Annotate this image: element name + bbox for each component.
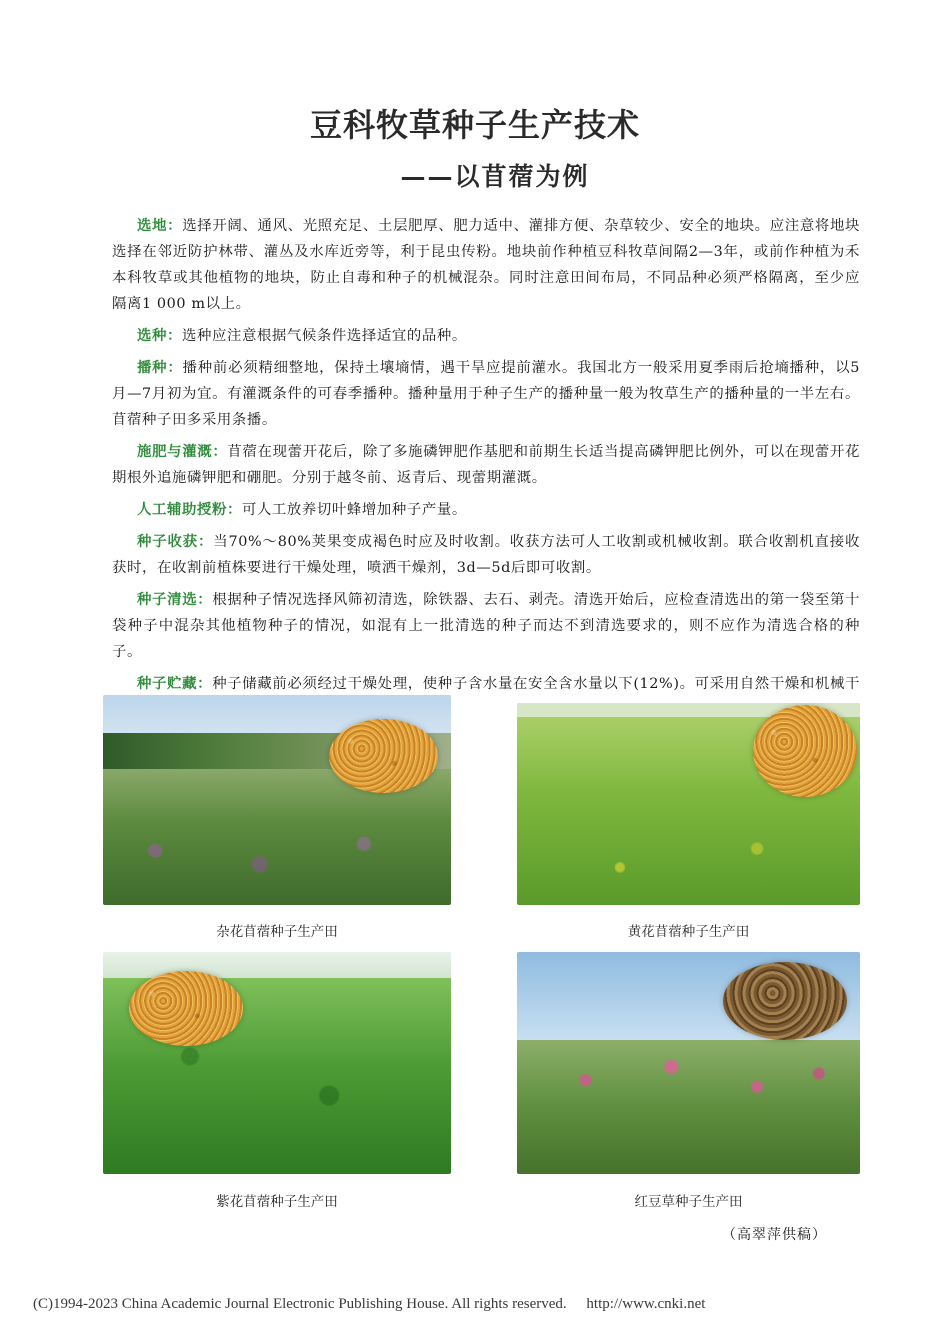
paragraph-text: 选择开阔、通风、光照充足、土层肥厚、肥力适中、灌排方便、杂草较少、安全的地块。应注意将地块选择在邻近防护林带、灌丛及水库近旁等，利于昆虫传粉。地块前作种植豆科牧草间隔2—3年，或前作种植为禾本科牧草或其他植物的地块，防止自毒和种子的机械混杂。同时注意田间布局，不同品种必须严格隔离，至少应隔离1 000 m以上。: [112, 218, 861, 312]
seed-closeup: [753, 705, 857, 797]
term-label: 播种: [137, 359, 168, 376]
paragraph-text: 当70%～80%荚果变成褐色时应及时收割。收获方法可人工收割或机械收割。联合收割机直接收获时，在收割前植株要进行干燥处理，喷洒干燥剂，3d—5d后即可收割。: [112, 534, 861, 576]
paragraph-storage: 种子贮藏：种子储藏前必须经过干燥处理，使种子含水量在安全含水量以下(12%)。可采用自然干燥和机械干: [112, 671, 860, 723]
paragraph-text: 苜蓿在现蕾开花后，除了多施磷钾肥作基肥和前期生长适当提高磷钾肥比例外，可以在现蕾开花期根外追施磷钾肥和硼肥。分别于越冬前、返青后、现蕾期灌溉。: [112, 444, 861, 486]
paragraph-text: 播种前必须精细整地，保持土壤墒情，遇干旱应提前灌水。我国北方一般采用夏季雨后抢墒播种，以5月—7月初为宜。有灌溉条件的可春季播种。播种量用于种子生产的播种量一般为牧草生产的播种量的一半左右。苜蓿种子田多采用条播。: [112, 360, 860, 428]
paragraph-text: 种子储藏前必须经过干燥处理，使种子含水量在安全含水量以下(12%)。可采用自然干燥和机械干: [212, 676, 861, 692]
term-label: 人工辅助授粉: [137, 501, 227, 518]
term-label: 种子收获: [137, 533, 198, 550]
author-credit: （高翠萍供稿）: [722, 1227, 827, 1243]
paragraph-text: 选种应注意根据气候条件选择适宜的品种。: [181, 328, 467, 344]
footer-link[interactable]: http://www.cnki.net: [586, 1296, 706, 1312]
paragraph-text: 根据种子情况选择风筛初清选，除铁器、去石、剥壳。清选开始后，应检查清选出的第一袋至第十袋种子中混杂其他植物种子的情况，如混有上一批清选的种子而达不到清选要求的，则不应作为清选合格的种子。: [112, 592, 861, 660]
paragraph-harvest: 种子收获：当70%～80%荚果变成褐色时应及时收割。收获方法可人工收割或机械收割。联合收割机直接收获时，在收割前植株要进行干燥处理，喷洒干燥剂，3d—5d后即可收割。: [112, 533, 861, 576]
term-label: 种子清选: [137, 591, 198, 608]
paragraph-fertilizing-irrigation: 施肥与灌溉：苜蓿在现蕾开花后，除了多施磷钾肥作基肥和前期生长适当提高磷钾肥比例外，可以在现蕾开花期根外追施磷钾肥和硼肥。分别于越冬前、返青后、现蕾期灌溉。: [112, 443, 861, 486]
term-label: 种子贮藏: [137, 675, 198, 692]
term-label: 选地: [137, 217, 168, 234]
photo-purple-alfalfa-field: [103, 952, 451, 1174]
seed-closeup: [129, 971, 243, 1046]
photo-variegated-alfalfa-field: [103, 695, 451, 905]
article-title: 豆科牧草种子生产技术: [309, 106, 640, 144]
photo-caption: 红豆草种子生产田: [634, 1194, 743, 1210]
article-body: [112, 213, 860, 729]
photo-caption: 黄花苜蓿种子生产田: [627, 924, 750, 940]
paragraph-site-selection: 选地：选择开阔、通风、光照充足、土层肥厚、肥力适中、灌排方便、杂草较少、安全的地块。应注意将地块选择在邻近防护林带、灌丛及水库近旁等，利于昆虫传粉。地块前作种植豆科牧草间隔2—3年，或前作种植为禾本科牧草或其他植物的地块，防止自毒和种子的机械混杂。同时注意田间布局，不同品种必须严格隔离，至少应隔离1 000 m以上。: [112, 217, 861, 312]
paragraph-cleaning: 种子清选：根据种子情况选择风筛初清选，除铁器、去石、剥壳。清选开始后，应检查清选出的第一袋至第十袋种子中混杂其他植物种子的情况，如混有上一批清选的种子而达不到清选要求的，则不应作为清选合格的种子。: [112, 591, 861, 660]
paragraph-pollination: 人工辅助授粉：可人工放养切叶蜂增加种子产量。: [137, 501, 467, 518]
article-subtitle: ——以苜蓿为例: [400, 162, 590, 191]
paragraph-sowing: 播种：播种前必须精细整地，保持土壤墒情，遇干旱应提前灌水。我国北方一般采用夏季雨后抢墒播种，以5月—7月初为宜。有灌溉条件的可春季播种。播种量用于种子生产的播种量一般为牧草生产的播种量的一半左右。苜蓿种子田多采用条播。: [112, 359, 860, 428]
seed-closeup: [329, 719, 438, 793]
seed-closeup: [723, 962, 847, 1040]
copyright-notice: (C)1994-2023 China Academic Journal Electronic Publishing House. All rights reserved.: [33, 1296, 567, 1312]
page-footer: [33, 1296, 705, 1313]
paragraph-text: 可人工放养切叶蜂增加种子产量。: [241, 502, 467, 518]
paragraph-variety-selection: 选种：选种应注意根据气候条件选择适宜的品种。: [137, 327, 467, 344]
photo-sainfoin-field: [517, 952, 860, 1174]
term-label: 施肥与灌溉: [137, 443, 213, 460]
term-label: 选种: [137, 327, 167, 344]
photo-caption: 紫花苜蓿种子生产田: [216, 1194, 338, 1210]
photo-caption: 杂花苜蓿种子生产田: [216, 924, 338, 940]
photo-yellow-alfalfa-field: [517, 703, 860, 905]
